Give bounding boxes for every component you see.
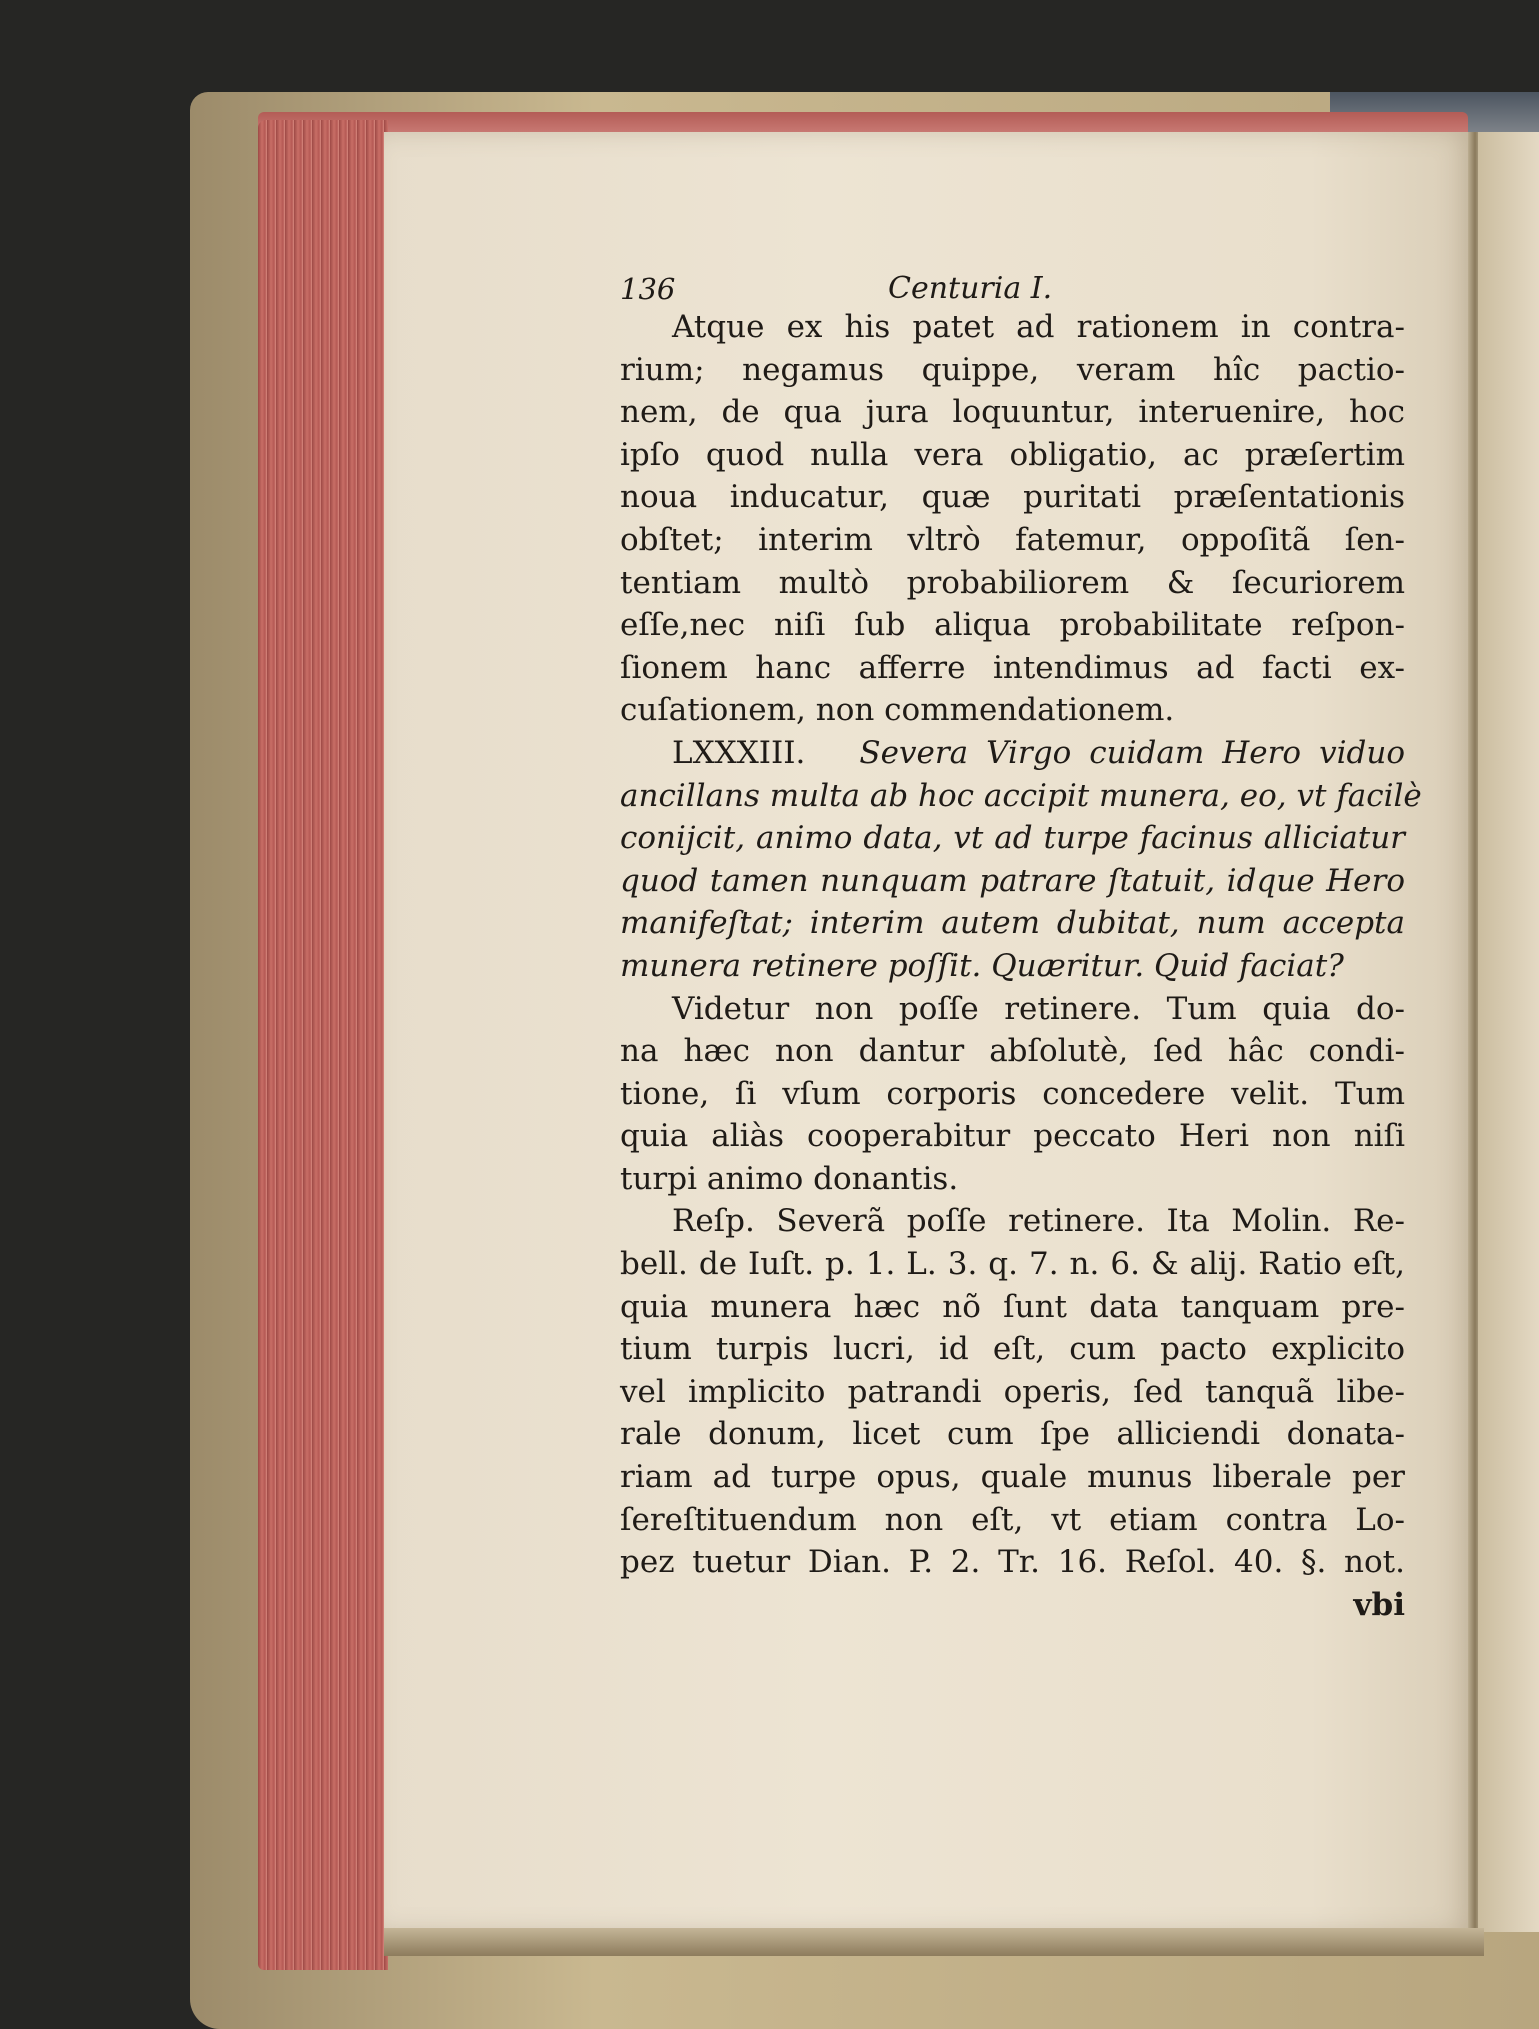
text-line: Atque ex his patet ad rationem in contra- — [672, 309, 1405, 345]
page-bottom-edge — [384, 1928, 1484, 1956]
text-line: eſſe,nec niſi ſub aliqua probabilitate reſpon- — [620, 607, 1405, 644]
text-line: vel implicito patrandi operis, ſed tanquã libe- — [620, 1373, 1405, 1410]
text-line: rium; negamus quippe, veram hîc pactio- — [620, 351, 1405, 388]
text-line: riam ad turpe opus, quale munus liberale per — [620, 1459, 1405, 1496]
text-line — [620, 732, 1405, 775]
text-line: conijcit, animo data, vt ad turpe facinus alliciatur — [620, 820, 1405, 857]
text-line: cuſationem, non commendationem. — [620, 692, 1175, 729]
text-block — [620, 268, 1422, 1626]
text-line: munera retinere poſſit. Quæritur. Quid faciat? — [620, 947, 1344, 984]
right-page-edge — [1478, 132, 1539, 1932]
text-line: tium turpis lucri, id eſt, cum pacto explicito — [620, 1331, 1405, 1368]
paragraph-1 — [620, 306, 1405, 732]
catchword: vbi — [1353, 1586, 1405, 1623]
text-line: rale donum, licet cum ſpe alliciendi donata- — [620, 1416, 1405, 1453]
paragraph-4-response — [620, 1200, 1405, 1583]
page-header — [620, 268, 1405, 308]
text-line: quia munera hæc nõ ſunt data tanquam pre- — [620, 1288, 1405, 1325]
text-line: na hæc non dantur abſolutè, ſed hâc condi- — [620, 1033, 1405, 1070]
paragraph-3 — [620, 988, 1405, 1201]
text-line: tentiam multò probabiliorem & ſecuriorem — [620, 564, 1405, 601]
question-number: LXXXIII. — [672, 734, 806, 771]
text-line: ancillans multa ab hoc accipit munera, eo, vt facilè — [620, 777, 1422, 814]
text-line: ipſo quod nulla vera obligatio, ac præſertim — [620, 436, 1405, 473]
text-line: Reſp. Severã poſſe retinere. Ita Molin. Re- — [672, 1203, 1405, 1240]
text-line: nem, de qua jura loquuntur, interuenire, hoc — [620, 394, 1405, 431]
text-line: obſtet; interim vltrò fatemur, oppoſitã ſen- — [620, 521, 1405, 558]
text-line: tione, ſi vſum corporis concedere velit. Tum — [620, 1075, 1405, 1112]
text-line: manifeſtat; interim autem dubitat, num accepta — [620, 905, 1405, 942]
running-title: Centuria I. — [888, 271, 1053, 306]
text-line: pez tuetur Dian. P. 2. Tr. 16. Reſol. 40. §. not. — [620, 1544, 1405, 1581]
text-line: turpi animo donantis. — [620, 1160, 959, 1197]
text-line: noua inducatur, quæ puritati præſentationis — [620, 479, 1405, 516]
paragraph-2-question — [620, 732, 1422, 988]
question-text: Severa Virgo cuidam Hero viduo — [859, 734, 1406, 771]
page-edges-left — [258, 120, 388, 1970]
page-number: 136 — [620, 272, 676, 306]
text-line: ſereſtituendum non eſt, vt etiam contra Lo- — [620, 1501, 1405, 1538]
text-line: ſionem hanc afferre intendimus ad facti ex- — [620, 649, 1405, 686]
text-line: quia aliàs cooperabitur peccato Heri non niſi — [620, 1118, 1405, 1155]
text-line: Videtur non poſſe retinere. Tum quia do- — [672, 990, 1405, 1027]
text-line: quod tamen nunquam patrare ſtatuit, idque Hero — [620, 862, 1405, 899]
text-line: bell. de Iuſt. p. 1. L. 3. q. 7. n. 6. & alij. Ratio eſt, — [620, 1246, 1405, 1283]
